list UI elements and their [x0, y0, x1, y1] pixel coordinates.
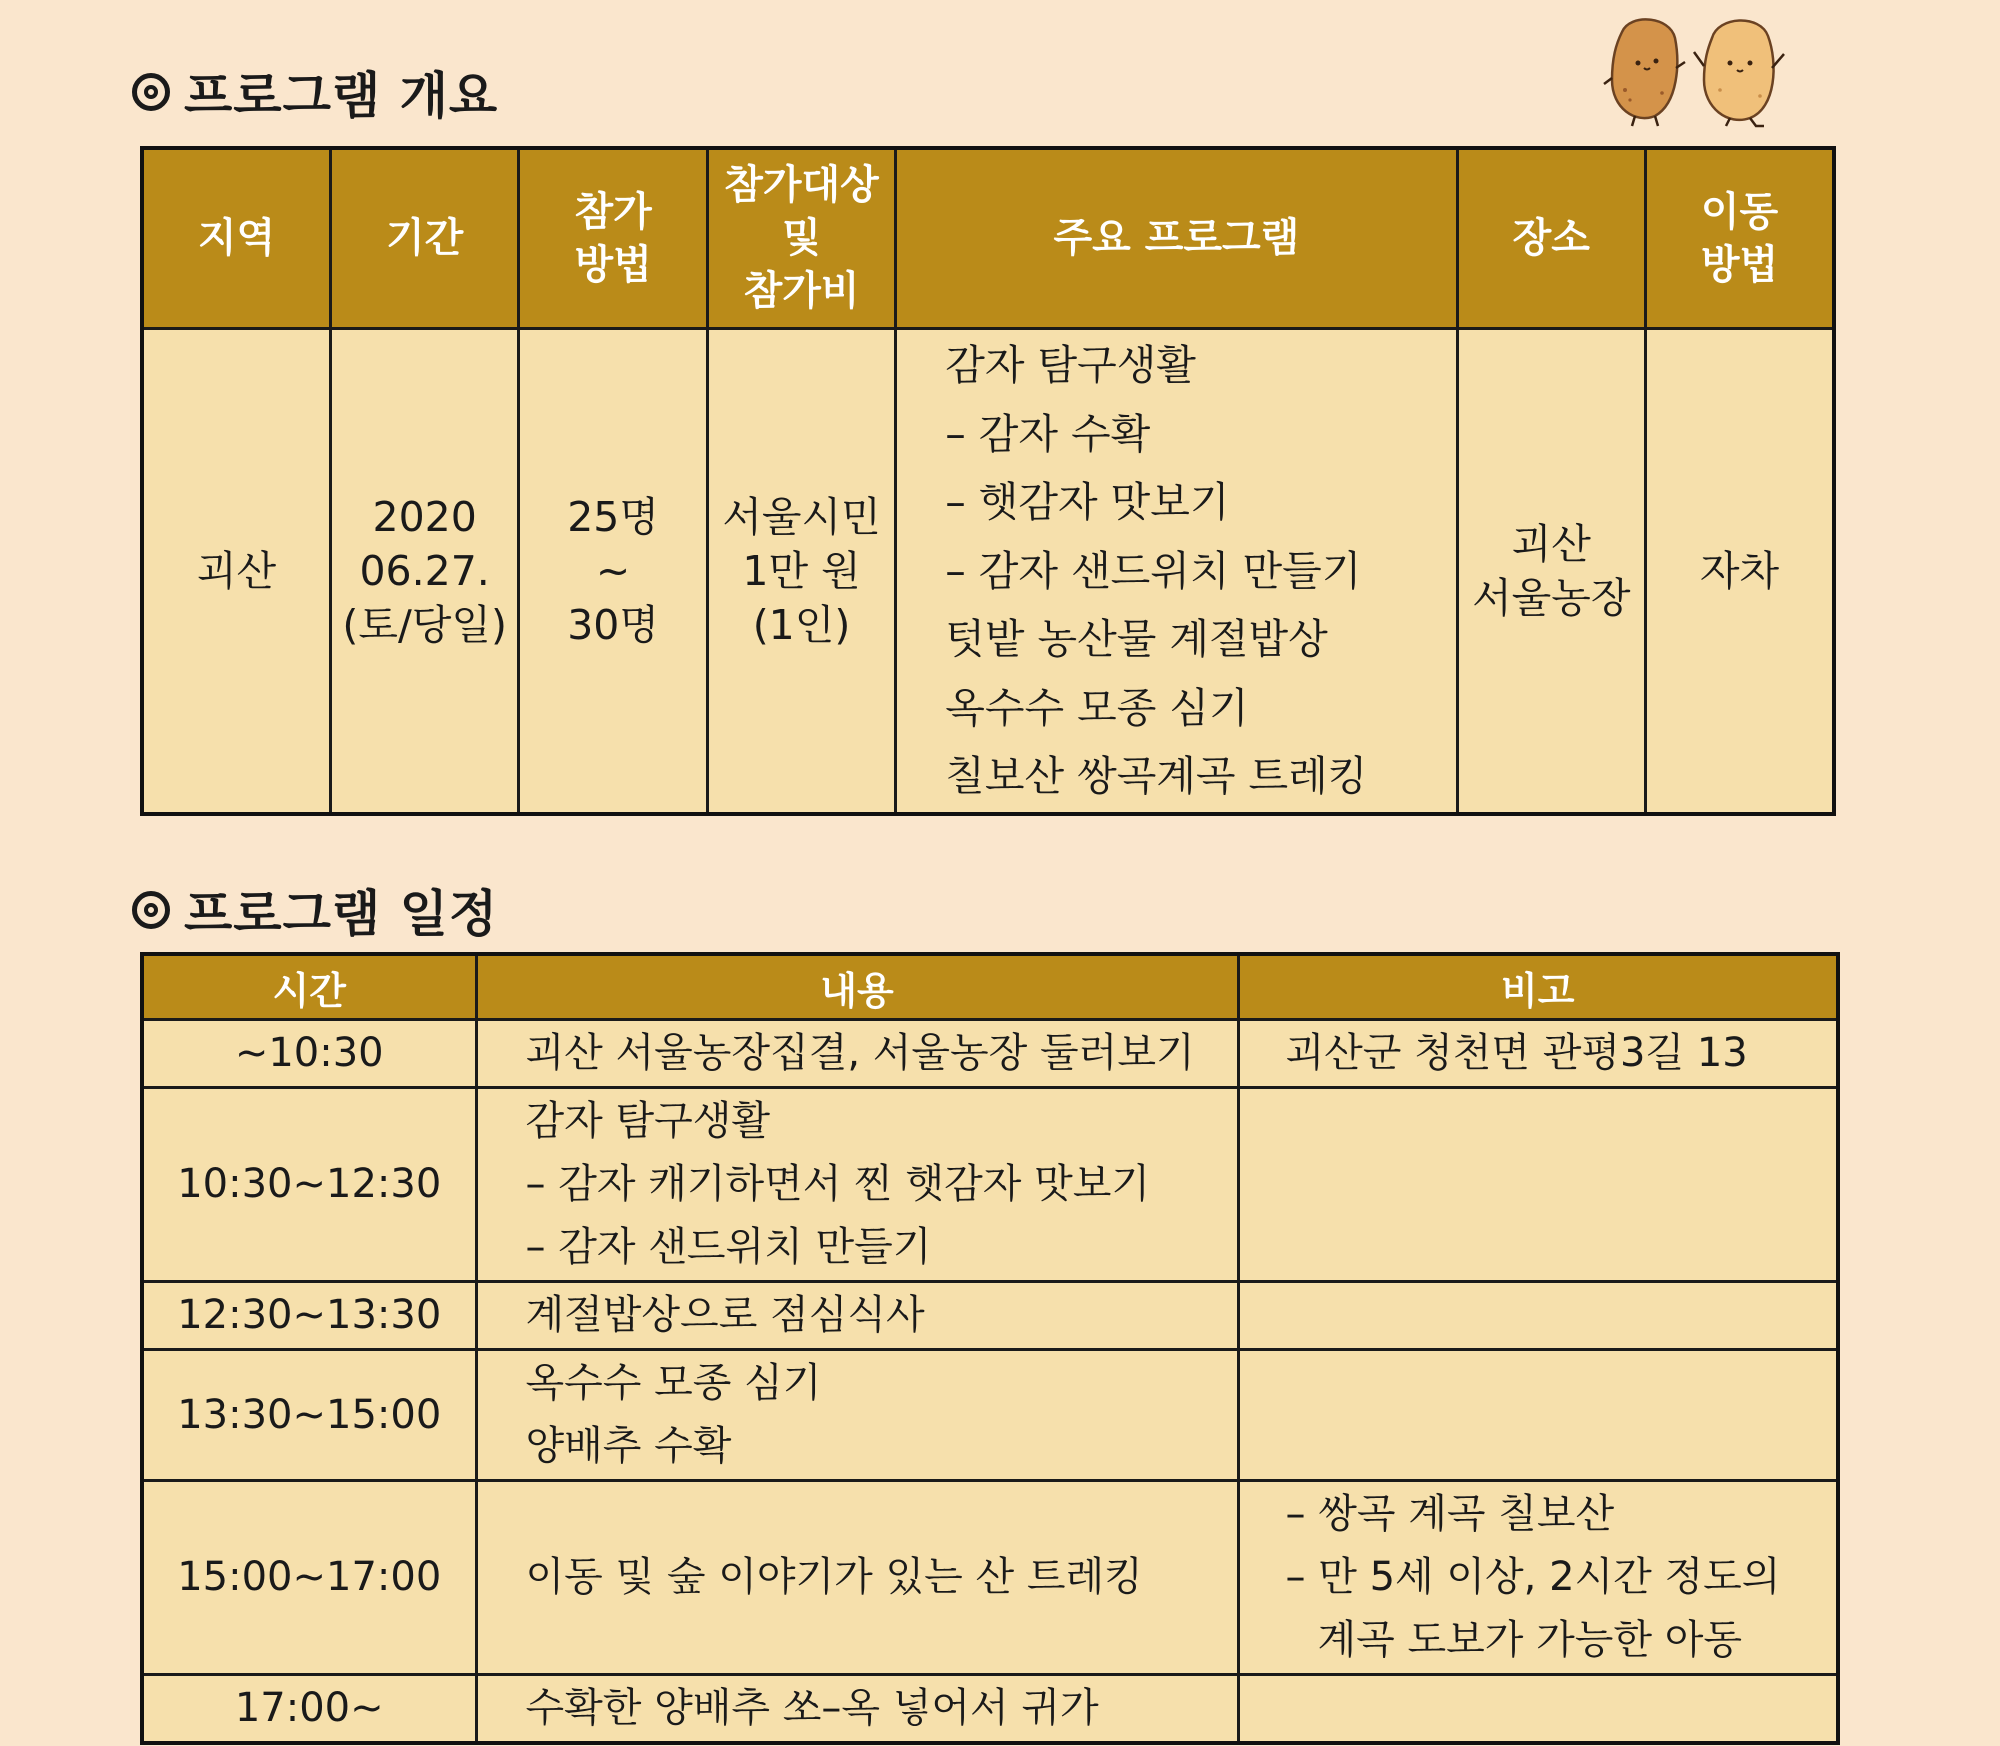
potato-mascots-icon — [1600, 8, 1810, 128]
schedule-row — [142, 1020, 1838, 1088]
schedule-title — [132, 874, 498, 946]
schedule-time: 15:00~17:00 — [142, 1481, 476, 1675]
schedule-row — [142, 1282, 1838, 1350]
schedule-note: – 쌍곡 계곡 칠보산 – 만 5세 이상, 2시간 정도의 계곡 도보가 가능한 아동 — [1238, 1481, 1838, 1675]
schedule-content: 이동 및 숲 이야기가 있는 산 트레킹 — [476, 1481, 1238, 1675]
header-target-fee: 참가대상 및 참가비 — [707, 148, 895, 329]
program-item: 칠보산 쌍곡계곡 트레킹 — [945, 752, 1368, 800]
schedule-content: 감자 탐구생활 – 감자 캐기하면서 찐 햇감자 맛보기 – 감자 샌드위치 만들기 — [476, 1088, 1238, 1282]
program-item: – 감자 수확 — [945, 409, 1151, 458]
schedule-time: ~10:30 — [142, 1020, 476, 1088]
schedule-note — [1238, 1350, 1838, 1481]
schedule-time: 17:00~ — [142, 1675, 476, 1744]
cell-method: 25명 ~ 30명 — [519, 329, 707, 814]
cell-target-fee: 서울시민 1만 원 (1인) — [707, 329, 895, 814]
schedule-row — [142, 1675, 1838, 1744]
overview-header-row — [142, 148, 1834, 329]
cell-programs — [896, 329, 1457, 814]
program-item: 옥수수 모종 심기 — [945, 683, 1249, 732]
overview-table — [140, 146, 1836, 816]
double-circle-bullet-icon — [132, 891, 170, 929]
schedule-title-text: 프로그램 일정 — [184, 885, 499, 943]
program-item: – 감자 샌드위치 만들기 — [945, 546, 1362, 595]
header-region: 지역 — [142, 148, 330, 329]
potato-mascot-right — [1694, 20, 1784, 126]
schedule-time: 12:30~13:30 — [142, 1282, 476, 1350]
schedule-row — [142, 1350, 1838, 1481]
schedule-time: 13:30~15:00 — [142, 1350, 476, 1481]
schedule-note: 괴산군 청천면 관평3길 13 — [1238, 1020, 1838, 1088]
schedule-time: 10:30~12:30 — [142, 1088, 476, 1282]
schedule-content: 괴산 서울농장집결, 서울농장 둘러보기 — [476, 1020, 1238, 1088]
header-transport: 이동 방법 — [1646, 148, 1835, 329]
schedule-header-row — [142, 954, 1838, 1020]
program-item: 텃밭 농산물 계절밥상 — [945, 615, 1328, 663]
header-place: 장소 — [1457, 148, 1645, 329]
header-method: 참가 방법 — [519, 148, 707, 329]
cell-place: 괴산 서울농장 — [1457, 329, 1645, 814]
schedule-note — [1238, 1088, 1838, 1282]
overview-row — [142, 329, 1834, 814]
double-circle-bullet-icon — [132, 73, 170, 111]
header-period: 기간 — [330, 148, 518, 329]
schedule-note — [1238, 1675, 1838, 1744]
cell-region: 괴산 — [142, 329, 330, 814]
schedule-table — [140, 952, 1840, 1745]
header-programs: 주요 프로그램 — [896, 148, 1457, 329]
program-item: 감자 탐구생활 — [945, 341, 1196, 389]
overview-title — [132, 56, 498, 128]
schedule-content: 수확한 양배추 쏘–옥 넣어서 귀가 — [476, 1675, 1238, 1744]
cell-transport: 자차 — [1646, 329, 1835, 814]
cell-period: 2020 06.27. (토/당일) — [330, 329, 518, 814]
schedule-row — [142, 1481, 1838, 1675]
overview-title-text: 프로그램 개요 — [184, 67, 499, 125]
header-time: 시간 — [142, 954, 476, 1020]
schedule-content: 옥수수 모종 심기 양배추 수확 — [476, 1350, 1238, 1481]
schedule-row — [142, 1088, 1838, 1282]
program-item: – 햇감자 맛보기 — [945, 478, 1230, 526]
schedule-content: 계절밥상으로 점심식사 — [476, 1282, 1238, 1350]
potato-mascot-left — [1604, 19, 1685, 126]
header-content: 내용 — [476, 954, 1238, 1020]
schedule-note — [1238, 1282, 1838, 1350]
header-note: 비고 — [1238, 954, 1838, 1020]
